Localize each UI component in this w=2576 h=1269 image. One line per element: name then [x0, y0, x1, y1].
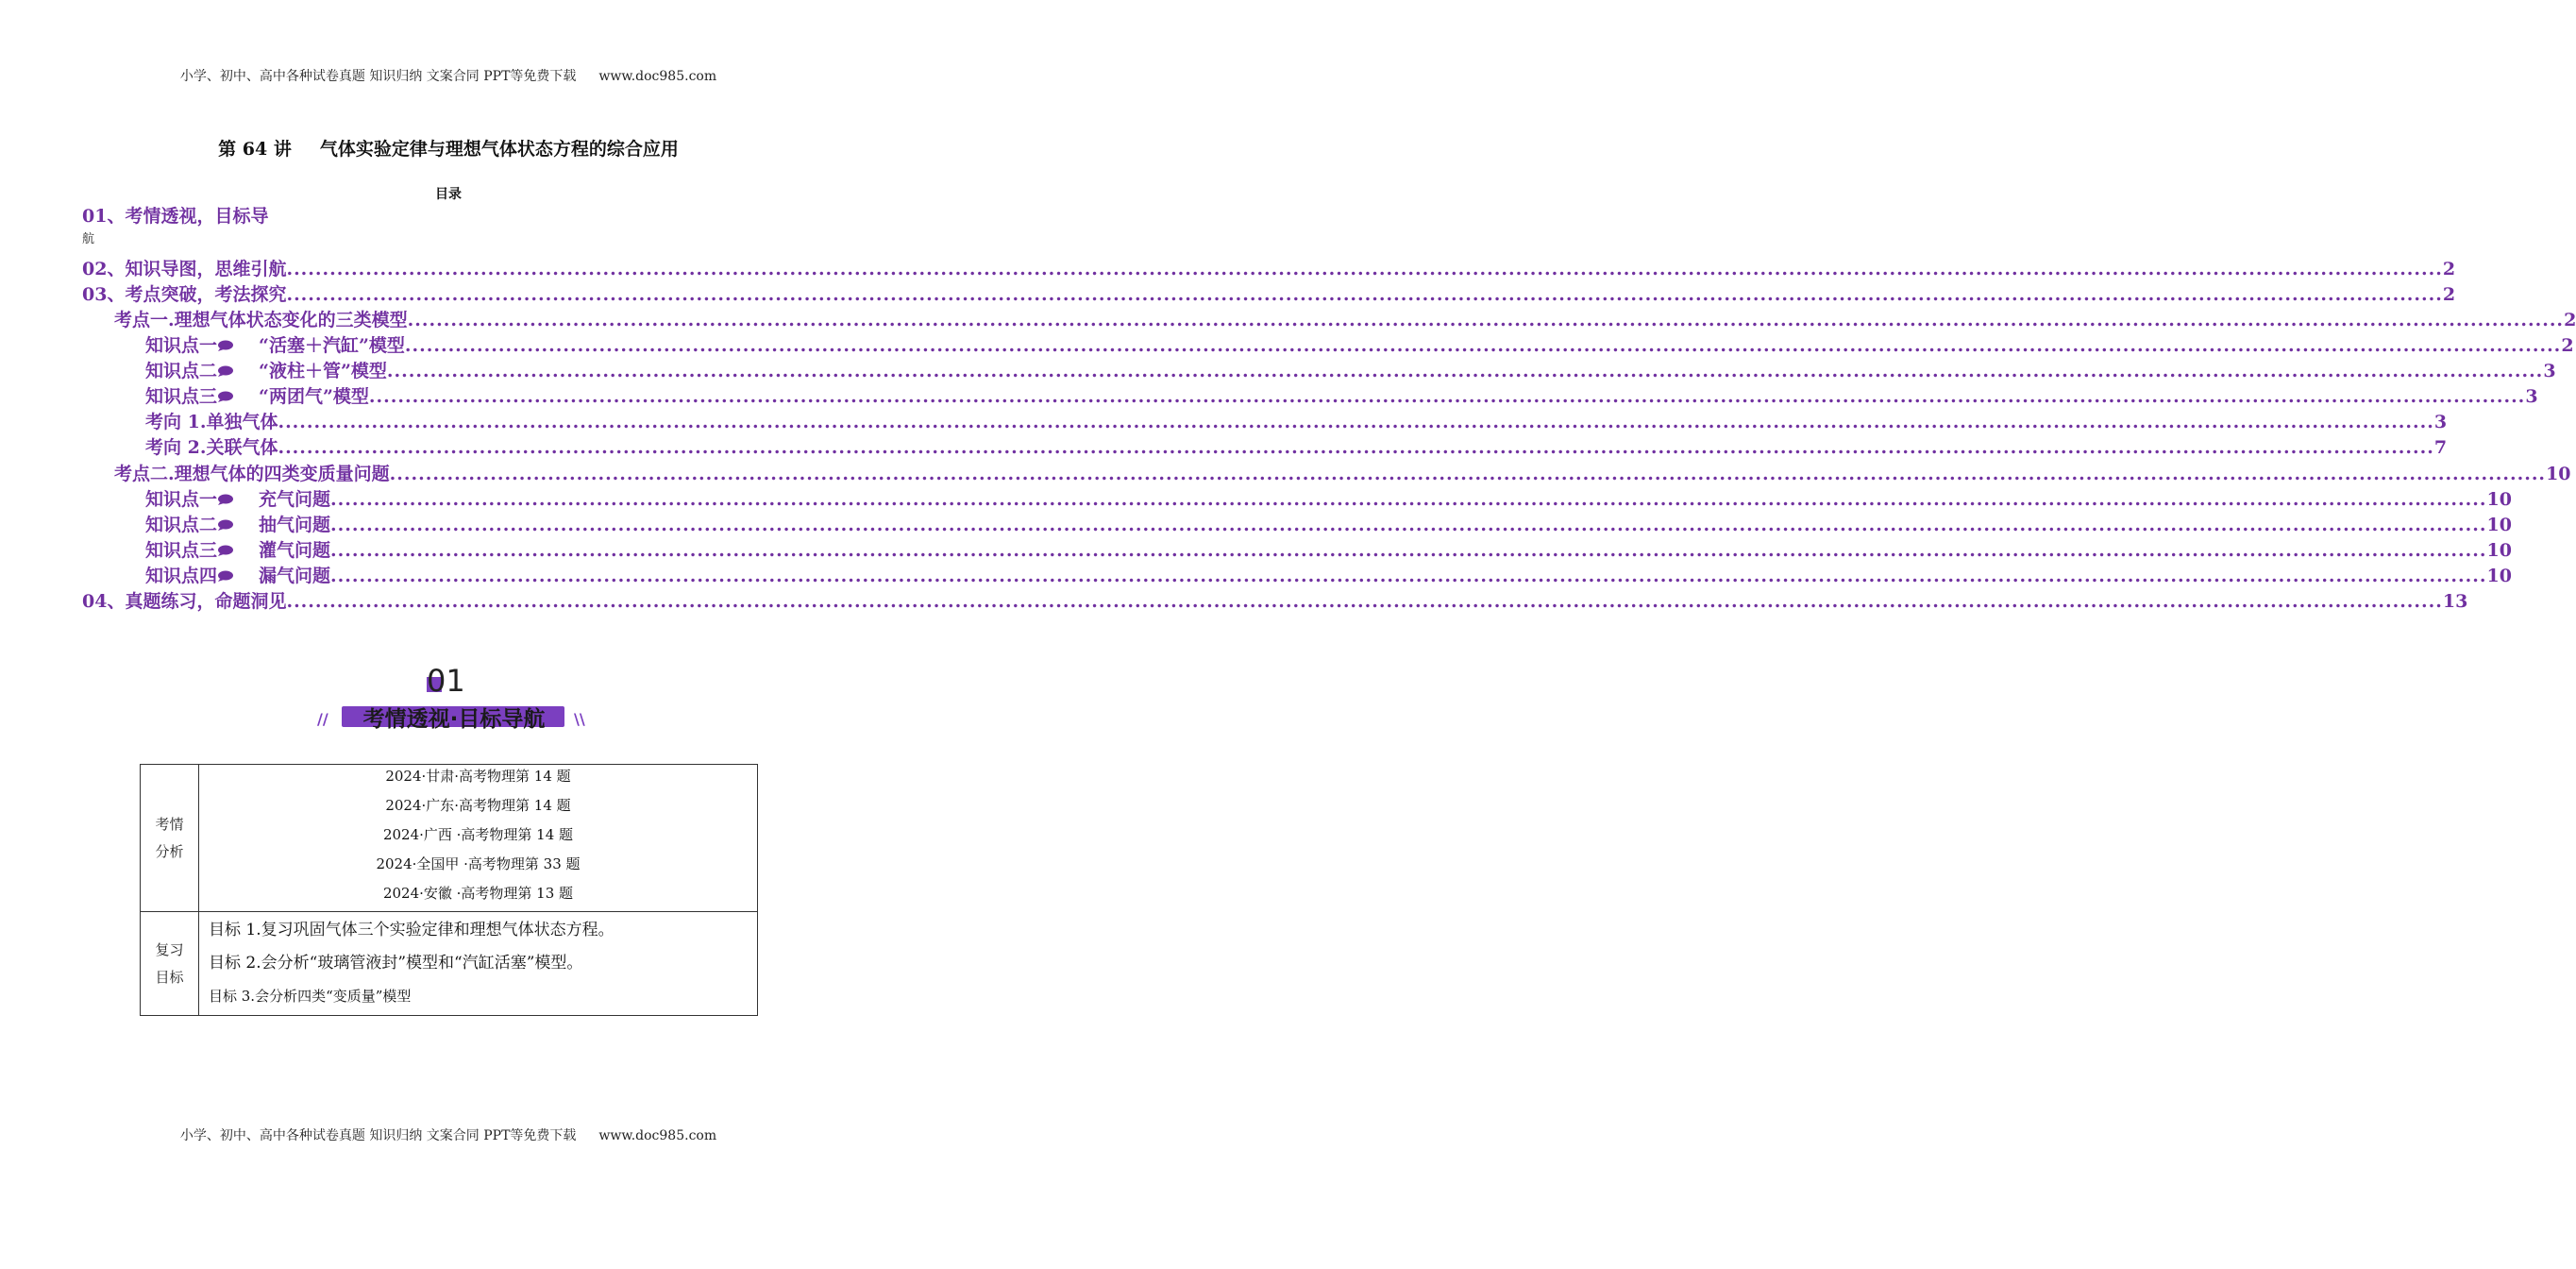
toc-page-number: 10 [2486, 515, 2512, 535]
speech-bubble-icon [217, 540, 234, 551]
toc-page-number: 3 [2433, 412, 2448, 432]
banner-deco-left: // [317, 710, 328, 728]
source-item: 2024·甘肃·高考物理第 14 题 [385, 768, 571, 785]
toc-item[interactable] [145, 408, 2448, 432]
goal-item: 目标 3.会分析四类“变质量”模型 [209, 988, 412, 1005]
toc-item[interactable] [145, 536, 2512, 561]
goals-cell [199, 912, 758, 1016]
speech-bubble-icon [217, 489, 234, 500]
toc-item-topic: “两团气”模型 [259, 386, 369, 407]
toc-item-topic: 抽气问题 [259, 515, 331, 535]
section-title: 考情透视·目标导航 [362, 707, 546, 732]
page-footer [0, 1125, 897, 1144]
toc-item-topic: 灌气问题 [259, 540, 331, 561]
toc-page-number: 2 [2564, 310, 2576, 330]
toc-item-label: 考向 2.关联气体 [145, 437, 278, 458]
toc-leader-dots: ............................................................................................................................................................................................................................................................................................................ [286, 284, 2443, 305]
toc-page-number: 2 [2442, 284, 2456, 305]
toc-item-label: 知识点三 [145, 386, 218, 407]
table-row [141, 765, 758, 912]
sources-cell [199, 765, 758, 912]
speech-bubble-icon [217, 335, 234, 347]
toc-item[interactable] [145, 331, 2574, 356]
source-item: 2024·安徽 ·高考物理第 13 题 [382, 885, 574, 902]
source-item: 2024·广东·高考物理第 14 题 [385, 797, 571, 814]
speech-bubble-icon [217, 361, 234, 372]
toc-item-topic: 漏气问题 [259, 566, 331, 586]
toc-item[interactable] [145, 382, 2538, 407]
toc-item-label: 考向 1.单独气体 [145, 412, 278, 432]
toc-leader-dots: ............................................................................................................................................................................................................................................................................................................ [286, 591, 2443, 612]
toc-item-label: 知识点四 [145, 566, 218, 586]
toc-item-label: 考点二.理想气体的四类变质量问题 [114, 464, 390, 484]
source-item: 2024·全国甲 ·高考物理第 33 题 [376, 855, 581, 872]
toc-item-topic: “活塞＋汽缸”模型 [259, 335, 405, 356]
toc-item[interactable] [145, 485, 2512, 510]
toc-page-number: 2 [2561, 335, 2574, 356]
header-text: 小学、初中、高中各种试卷真题 知识归纳 文案合同 PPT等免费下载 [179, 69, 577, 84]
toc-page-number: 3 [2525, 386, 2538, 407]
toc-item-label: 04、真题练习，命题洞见 [82, 591, 287, 612]
overview-table [140, 764, 758, 1016]
toc-item-first-wrap: 航 [82, 232, 95, 246]
toc-page-number: 10 [2486, 540, 2512, 561]
toc-item[interactable] [82, 280, 2456, 305]
toc-item[interactable] [145, 511, 2512, 535]
toc-leader-dots: ............................................................................................................................................................................................................................................................................................................ [389, 464, 2547, 484]
toc-item[interactable] [145, 562, 2512, 586]
speech-bubble-icon [217, 566, 234, 577]
toc-leader-dots: ............................................................................................................................................................................................................................................................................................................ [330, 540, 2487, 561]
section-number: 01 [427, 663, 465, 699]
toc-heading: 目录 [435, 187, 462, 202]
toc-item-first[interactable] [82, 202, 268, 225]
toc-page-number: 10 [2546, 464, 2571, 484]
toc-item[interactable] [82, 255, 2456, 279]
goal-item: 目标 1.复习巩固气体三个实验定律和理想气体状态方程。 [209, 921, 615, 939]
toc-leader-dots: ............................................................................................................................................................................................................................................................................................................ [330, 566, 2487, 586]
toc-item-label: 02、知识导图，思维引航 [82, 259, 287, 279]
table-row [141, 912, 758, 1016]
toc-item-topic: 充气问题 [259, 489, 331, 510]
toc-leader-dots: ............................................................................................................................................................................................................................................................................................................ [278, 412, 2434, 432]
toc-page-number: 7 [2433, 437, 2448, 458]
toc-item-label: 03、考点突破，考法探究 [82, 284, 287, 305]
toc-page-number: 10 [2486, 489, 2512, 510]
toc-leader-dots: ............................................................................................................................................................................................................................................................................................................ [404, 335, 2562, 356]
analysis-label: 考情分析 [141, 765, 199, 912]
speech-bubble-icon [217, 386, 234, 398]
toc-leader-dots: ............................................................................................................................................................................................................................................................................................................ [286, 259, 2443, 279]
lecture-number: 第 64 讲 [218, 139, 292, 160]
header-site: www.doc985.com [598, 69, 717, 84]
toc-page-number: 2 [2442, 259, 2456, 279]
footer-text: 小学、初中、高中各种试卷真题 知识归纳 文案合同 PPT等免费下载 [179, 1128, 577, 1143]
toc-item-label: 知识点二 [145, 515, 218, 535]
toc-item[interactable] [114, 306, 2576, 330]
toc-leader-dots: ............................................................................................................................................................................................................................................................................................................ [368, 386, 2526, 407]
toc-item[interactable] [82, 587, 2468, 612]
toc-item-label: 知识点二 [145, 361, 218, 381]
footer-site: www.doc985.com [598, 1128, 717, 1143]
toc-item-topic: “液柱＋管”模型 [259, 361, 387, 381]
toc-leader-dots: ............................................................................................................................................................................................................................................................................................................ [386, 361, 2544, 381]
toc-page-number: 13 [2442, 591, 2468, 612]
toc-item-label: 01、考情透视，目标导 [82, 206, 269, 227]
source-item: 2024·广西 ·高考物理第 14 题 [382, 826, 574, 843]
toc-page-number: 10 [2486, 566, 2512, 586]
speech-bubble-icon [217, 515, 234, 526]
toc-leader-dots: ............................................................................................................................................................................................................................................................................................................ [330, 489, 2487, 510]
toc-item-label: 知识点一 [145, 335, 218, 356]
page-header [0, 66, 897, 85]
lecture-name: 气体实验定律与理想气体状态方程的综合应用 [319, 139, 679, 160]
toc-item[interactable] [145, 357, 2556, 381]
toc-leader-dots: ............................................................................................................................................................................................................................................................................................................ [330, 515, 2487, 535]
goals-label: 复习目标 [141, 912, 199, 1016]
toc-item[interactable] [145, 433, 2448, 458]
banner-deco-right: \\ [574, 710, 585, 728]
toc-leader-dots: ............................................................................................................................................................................................................................................................................................................ [407, 310, 2565, 330]
toc-item[interactable] [114, 460, 2571, 484]
toc-leader-dots: ............................................................................................................................................................................................................................................................................................................ [278, 437, 2434, 458]
toc-item-label: 知识点一 [145, 489, 218, 510]
toc-item-label: 知识点三 [145, 540, 218, 561]
lecture-title [0, 135, 897, 161]
toc-item-label: 考点一.理想气体状态变化的三类模型 [114, 310, 408, 330]
toc-page-number: 3 [2543, 361, 2556, 381]
goal-item: 目标 2.会分析“玻璃管液封”模型和“汽缸活塞”模型。 [209, 954, 583, 973]
